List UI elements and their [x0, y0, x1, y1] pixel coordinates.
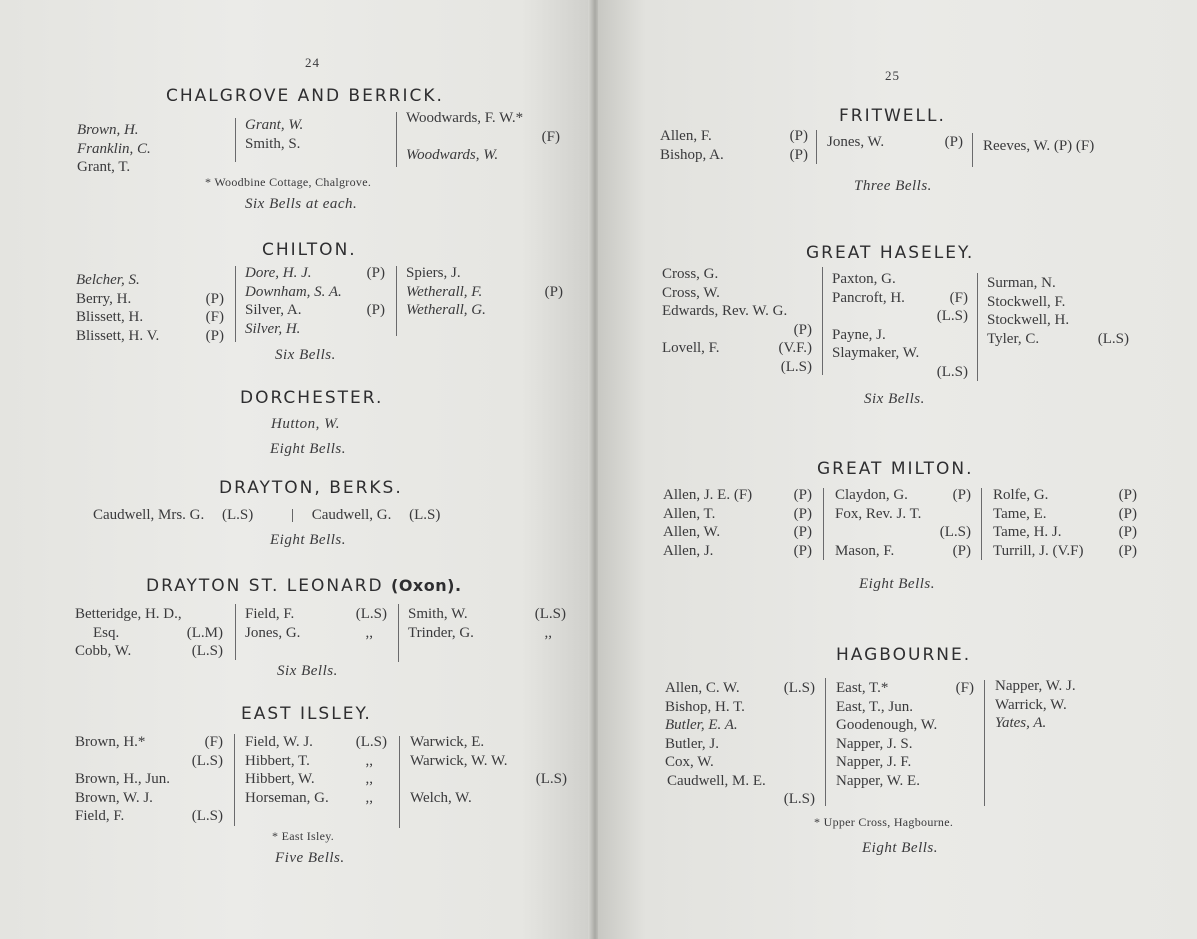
- divider: [972, 133, 973, 167]
- entry: Brown, H.: [77, 122, 139, 138]
- entry: Allen, J. (P): [663, 542, 812, 559]
- entry: Wetherall, G.: [406, 302, 486, 318]
- footnote: * Upper Cross, Hagbourne.: [814, 815, 954, 829]
- divider: [235, 118, 236, 162]
- bells-fritwell: Three Bells.: [854, 178, 932, 194]
- entry: Caudwell, M. E.: [667, 772, 766, 789]
- entry: Esq. (L.M): [93, 624, 223, 641]
- entry: Stockwell, F.: [987, 293, 1066, 310]
- entry: Allen, J. E. (F) (P): [663, 487, 812, 503]
- entry: Woodwards, F. W.*: [406, 110, 524, 126]
- great-haseley-col3: [987, 274, 1129, 348]
- heading-great-milton: GREAT MILTON.: [817, 459, 974, 479]
- entry: Lovell, F. (V.F.): [662, 340, 812, 356]
- entry: Field, F. (L.S): [75, 808, 223, 824]
- entry: Reeves, W. (P) (F): [983, 138, 1095, 154]
- entry: (L.S): [936, 308, 968, 324]
- bells-drayton-st-leonard: Six Bells.: [277, 663, 338, 679]
- entry: (P): [793, 321, 812, 338]
- divider: [977, 273, 978, 381]
- right-page: [598, 0, 1197, 939]
- entry: Napper, J. F.: [836, 754, 912, 770]
- entry-tag: (L.S): [409, 507, 441, 523]
- chalgrove-col1: [77, 121, 151, 177]
- heading-fritwell: FRITWELL.: [839, 106, 946, 126]
- entry: Yates, A.: [995, 715, 1047, 731]
- entry: Claydon, G. (P): [835, 487, 971, 503]
- divider: [398, 604, 399, 662]
- entry: Silver, A. (P): [245, 302, 385, 318]
- entry: Mason, F. (P): [835, 542, 971, 559]
- drayton-st-leonard-col2: [245, 605, 387, 642]
- entry: Allen, W. (P): [663, 524, 812, 540]
- divider: [822, 267, 823, 375]
- page-number: 24: [305, 55, 320, 70]
- entry: (L.S): [191, 752, 223, 769]
- entry: Woodwards, W.: [406, 147, 499, 163]
- entry: East, T.* (F): [836, 680, 974, 696]
- divider: [234, 734, 235, 826]
- entry: Brown, H.* (F): [75, 734, 223, 750]
- drayton-st-leonard-col1: [75, 605, 223, 661]
- fritwell-col2: [827, 133, 963, 152]
- bells-great-haseley: Six Bells.: [864, 391, 925, 407]
- great-haseley-col1: [662, 265, 812, 376]
- entry: Butler, J.: [665, 735, 719, 752]
- entry: Edwards, Rev. W. G.: [662, 303, 788, 319]
- entry: Tyler, C. (L.S): [987, 330, 1129, 347]
- chalgrove-col2: [245, 116, 303, 153]
- great-milton-col2: [835, 486, 971, 560]
- footnote: * Woodbine Cottage, Chalgrove.: [205, 175, 372, 189]
- great-haseley-col2: [832, 270, 968, 381]
- heading-east-ilsley: EAST ILSLEY.: [241, 704, 372, 724]
- entry: Cross, W.: [662, 284, 720, 301]
- divider: [981, 488, 982, 560]
- entry: Warrick, W.: [995, 696, 1067, 713]
- entry: Betteridge, H. D.,: [75, 606, 182, 622]
- entry: (L.S): [783, 791, 815, 807]
- chilton-col1: [76, 271, 224, 345]
- entry: Downham, S. A.: [245, 283, 342, 300]
- entry: East, T., Jun.: [836, 698, 913, 715]
- great-milton-col3: [993, 486, 1137, 560]
- divider: [235, 266, 236, 342]
- east-ilsley-col2: [245, 733, 387, 807]
- entry: Field, W. J. (L.S): [245, 734, 387, 750]
- entry: Brown, H., Jun.: [75, 771, 171, 787]
- divider: [396, 112, 397, 167]
- entry: Payne, J.: [832, 326, 886, 343]
- entry: Bishop, A. (P): [660, 146, 808, 163]
- entry: Smith, S.: [245, 135, 301, 152]
- page-number: 25: [885, 68, 900, 83]
- divider: [825, 678, 826, 806]
- entry: Stockwell, H.: [987, 312, 1070, 328]
- heading-great-haseley: GREAT HASELEY.: [806, 243, 975, 263]
- bells-drayton-berks: Eight Bells.: [270, 532, 346, 548]
- bells-chilton: Six Bells.: [275, 347, 336, 363]
- chilton-col3: [406, 264, 563, 320]
- heading-chilton: CHILTON.: [262, 240, 357, 260]
- entry: Grant, W.: [245, 117, 304, 133]
- east-ilsley-col1: [75, 733, 223, 826]
- entry: Spiers, J.: [406, 265, 461, 281]
- entry: Fox, Rev. J. T.: [835, 505, 922, 522]
- drayton-st-leonard-col3: [408, 605, 566, 642]
- bells-chalgrove: Six Bells at each.: [245, 196, 358, 212]
- chilton-col2: [245, 264, 385, 338]
- entry: Paxton, G.: [832, 271, 896, 287]
- entry: Cobb, W. (L.S): [75, 643, 223, 659]
- entry: Warwick, E.: [410, 734, 485, 750]
- entry: Butler, E. A.: [665, 717, 738, 733]
- fritwell-col1: [660, 127, 808, 164]
- entry: Dore, H. J. (P): [245, 265, 385, 281]
- entry: Grant, T.: [77, 159, 131, 175]
- dorchester-name: Hutton, W.: [271, 416, 341, 432]
- entry: Allen, C. W. (L.S): [665, 680, 815, 696]
- entry: Trinder, G. ,,: [408, 624, 552, 641]
- bells-east-ilsley: Five Bells.: [275, 850, 345, 866]
- footnote: * East Isley.: [272, 829, 335, 843]
- bells-hagbourne: Eight Bells.: [862, 840, 938, 856]
- entry: Hibbert, W. ,,: [245, 771, 373, 787]
- entry: Warwick, W. W.: [410, 752, 508, 769]
- entry: Bishop, H. T.: [665, 698, 745, 715]
- hagbourne-col3: [995, 677, 1076, 733]
- entry: Welch, W.: [410, 789, 472, 806]
- divider: [396, 266, 397, 336]
- entry: (L.S): [780, 358, 812, 375]
- hagbourne-col2: [836, 679, 974, 790]
- divider: |: [291, 507, 295, 523]
- entry: Allen, F. (P): [660, 128, 808, 144]
- entry: Wetherall, F. (P): [406, 283, 563, 300]
- heading-drayton-st-leonard: DRAYTON ST. LEONARD (Oxon).: [146, 576, 462, 596]
- entry: Pancroft, H. (F): [832, 289, 968, 306]
- entry: Smith, W. (L.S): [408, 606, 566, 622]
- heading-chalgrove: CHALGROVE AND BERRICK.: [166, 86, 444, 106]
- hagbourne-col1: [665, 679, 815, 809]
- bells-dorchester: Eight Bells.: [270, 441, 346, 457]
- entry: (L.S): [936, 363, 968, 380]
- entry: (L.S): [939, 524, 971, 540]
- divider: [399, 736, 400, 828]
- entry: Tame, E. (P): [993, 505, 1137, 522]
- great-milton-col1: [663, 486, 812, 560]
- entry: Hibbert, T. ,,: [245, 752, 373, 769]
- entry: Allen, T. (P): [663, 505, 812, 522]
- entry: Caudwell, G.: [311, 507, 392, 523]
- entry: Goodenough, W.: [836, 717, 938, 733]
- divider: [816, 130, 817, 164]
- entry: Silver, H.: [245, 320, 301, 337]
- divider: [235, 604, 236, 660]
- entry: Jones, G. ,,: [245, 624, 373, 641]
- chalgrove-col3: [406, 109, 560, 165]
- entry: Slaymaker, W.: [832, 345, 920, 361]
- entry: Berry, H. (P): [76, 290, 224, 307]
- heading-dorchester: DORCHESTER.: [240, 388, 384, 408]
- entry: Cox, W.: [665, 754, 714, 770]
- entry: Brown, W. J.: [75, 789, 153, 806]
- entry: Napper, W. E.: [836, 772, 920, 789]
- entry: Jones, W. (P): [827, 134, 963, 150]
- heading-hagbourne: HAGBOURNE.: [836, 645, 972, 665]
- entry: Surman, N.: [987, 275, 1056, 291]
- entry: Caudwell, Mrs. G.: [93, 507, 205, 523]
- entry: Napper, J. S.: [836, 735, 913, 752]
- divider: [984, 680, 985, 806]
- left-page: [0, 0, 592, 939]
- entry-tag: (F): [541, 128, 560, 145]
- entry-tag: (L.S): [222, 507, 254, 523]
- fritwell-col3: [983, 137, 1094, 156]
- east-ilsley-col3: [410, 733, 567, 807]
- entry: Blissett, H. (F): [76, 309, 224, 325]
- entry: Napper, W. J.: [995, 678, 1076, 694]
- entry: (L.S): [535, 771, 567, 787]
- entry: Rolfe, G. (P): [993, 487, 1137, 503]
- entry: Horseman, G. ,,: [245, 789, 373, 806]
- entry: Cross, G.: [662, 266, 719, 282]
- entry: Field, F. (L.S): [245, 606, 387, 622]
- divider: [823, 488, 824, 560]
- bells-great-milton: Eight Bells.: [859, 576, 935, 592]
- entry: Tame, H. J. (P): [993, 524, 1137, 540]
- heading-drayton-berks: DRAYTON, BERKS.: [219, 478, 403, 498]
- entry: Franklin, C.: [77, 140, 151, 157]
- entry: Belcher, S.: [76, 272, 140, 288]
- entry: Blissett, H. V. (P): [76, 327, 224, 344]
- drayton-berks-entries: [93, 507, 440, 524]
- entry: Turrill, J. (V.F) (P): [993, 542, 1137, 559]
